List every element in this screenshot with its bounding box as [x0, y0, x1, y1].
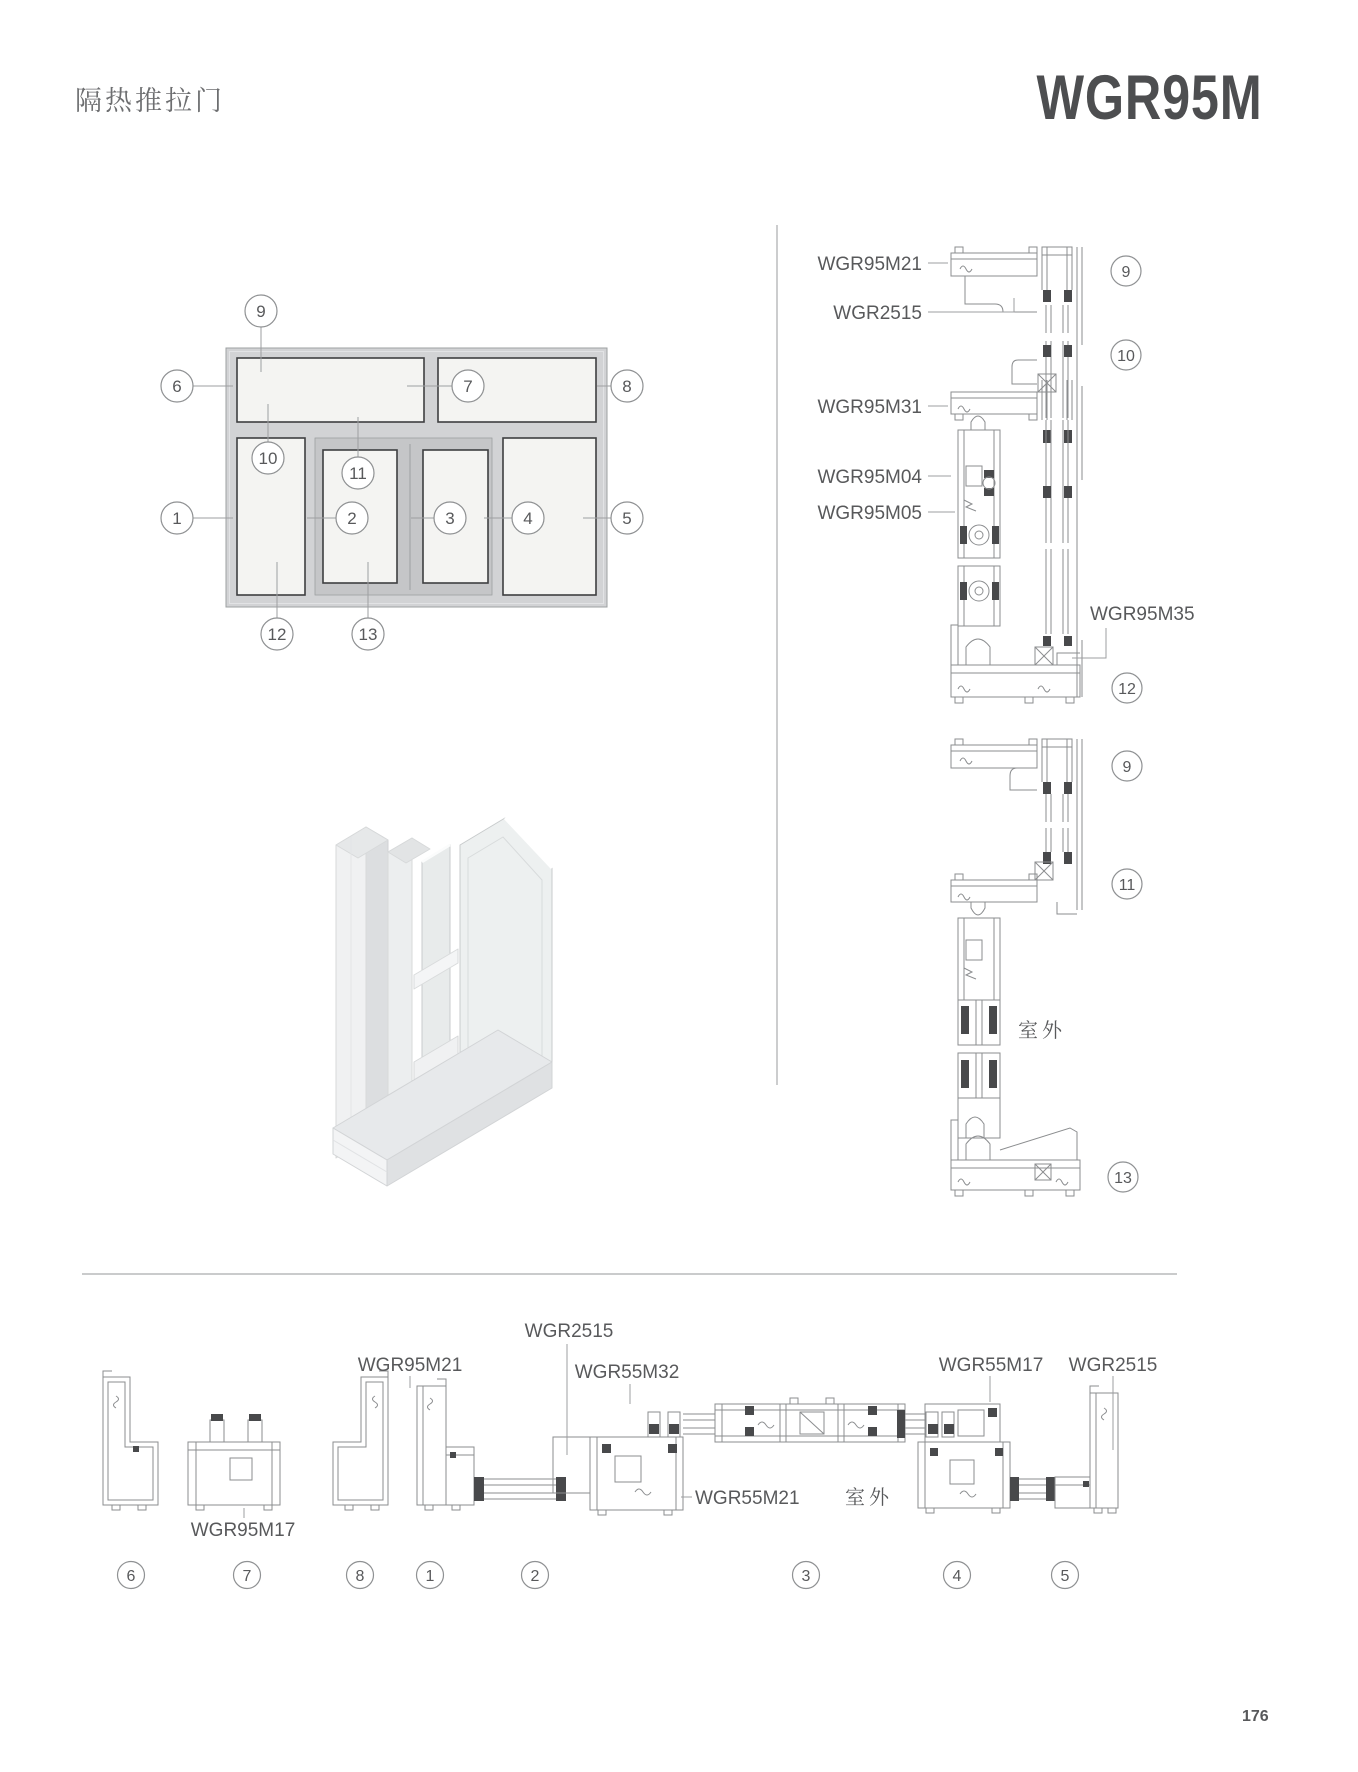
- part-label: WGR95M04: [817, 467, 922, 488]
- part-label: WGR55M21: [695, 1488, 800, 1509]
- callout-13: [352, 618, 384, 650]
- part-label: WGR55M17: [938, 1355, 1044, 1376]
- callout-9: [1111, 256, 1141, 286]
- svg-text:11: 11: [1118, 877, 1136, 894]
- page-number: 176: [1242, 1708, 1269, 1725]
- callout-7: [234, 1562, 261, 1589]
- callout-5: [611, 502, 643, 534]
- svg-text:8: 8: [622, 377, 632, 396]
- callout-1: [417, 1562, 444, 1589]
- svg-text:2: 2: [530, 1568, 540, 1585]
- plan-sections-drawing: [103, 1371, 1118, 1515]
- svg-text:13: 13: [1114, 1170, 1132, 1187]
- part-label: WGR55M32: [574, 1362, 680, 1383]
- part-label: WGR95M21: [817, 254, 922, 275]
- callout-9: [1112, 751, 1142, 781]
- svg-text:12: 12: [1118, 681, 1136, 698]
- svg-text:11: 11: [349, 464, 367, 483]
- callout-7: [452, 370, 484, 402]
- svg-text:3: 3: [801, 1568, 811, 1585]
- callout-8: [347, 1562, 374, 1589]
- svg-text:9: 9: [1121, 264, 1131, 281]
- callout-12: [1112, 673, 1142, 703]
- svg-text:3: 3: [445, 509, 455, 528]
- part-label: WGR95M05: [817, 503, 922, 524]
- svg-text:10: 10: [258, 449, 278, 468]
- callout-5: [1052, 1562, 1079, 1589]
- svg-text:6: 6: [126, 1568, 136, 1585]
- model-code: WGR95M: [1036, 63, 1263, 133]
- plan-section-7: [188, 1414, 280, 1510]
- svg-text:1: 1: [425, 1568, 435, 1585]
- plan-section-1: [417, 1379, 474, 1510]
- callout-2: [522, 1562, 549, 1589]
- svg-text:7: 7: [242, 1568, 252, 1585]
- plan-section-5: [1055, 1386, 1118, 1513]
- svg-text:5: 5: [622, 509, 632, 528]
- vertical-section-top-labels: [817, 254, 1194, 703]
- plan-section-3: [715, 1398, 905, 1442]
- part-label: WGR2515: [1068, 1355, 1158, 1376]
- callout-11: [342, 457, 374, 489]
- callout-13: [1108, 1162, 1138, 1192]
- callout-2: [336, 502, 368, 534]
- svg-text:4: 4: [952, 1568, 962, 1585]
- svg-text:10: 10: [1117, 348, 1135, 365]
- svg-text:7: 7: [463, 377, 473, 396]
- vertical-section-bottom-drawing: [951, 739, 1082, 1196]
- callout-1: [161, 502, 193, 534]
- svg-text:5: 5: [1060, 1568, 1070, 1585]
- elevation-diagram: [161, 295, 643, 650]
- svg-text:4: 4: [523, 509, 533, 528]
- svg-text:2: 2: [347, 509, 357, 528]
- callout-6: [161, 370, 193, 402]
- callout-4: [512, 502, 544, 534]
- svg-text:12: 12: [267, 625, 287, 644]
- transom-panel-left: [237, 358, 424, 422]
- part-label: WGR2515: [524, 1321, 614, 1342]
- svg-text:1: 1: [172, 509, 182, 528]
- callout-3: [434, 502, 466, 534]
- profile-3d-render: [333, 818, 552, 1186]
- callout-8: [611, 370, 643, 402]
- plan-section-2: [553, 1412, 683, 1515]
- vertical-section-bottom-labels: [1018, 751, 1142, 1192]
- svg-text:8: 8: [355, 1568, 365, 1585]
- thermal-break-symbol: [1035, 862, 1053, 880]
- callout-10: [1111, 340, 1141, 370]
- callout-11: [1112, 869, 1142, 899]
- part-label: WGR2515: [833, 303, 922, 324]
- part-label: WGR95M35: [1090, 604, 1195, 625]
- thermal-break-symbol: [1035, 1164, 1051, 1180]
- callout-3: [793, 1562, 820, 1589]
- outdoor-label: 室外: [845, 1487, 893, 1509]
- callout-9: [245, 295, 277, 327]
- svg-text:9: 9: [1122, 759, 1132, 776]
- outdoor-label: 室外: [1018, 1020, 1066, 1042]
- callout-10: [252, 442, 284, 474]
- svg-text:13: 13: [358, 625, 378, 644]
- vertical-section-top-drawing: [951, 247, 1082, 703]
- part-label: WGR95M31: [817, 397, 922, 418]
- svg-text:9: 9: [256, 302, 266, 321]
- callout-6: [118, 1562, 145, 1589]
- thermal-break-symbol: [1035, 647, 1053, 665]
- plan-section-6: [103, 1371, 158, 1510]
- part-label: WGR95M17: [190, 1520, 296, 1541]
- callout-12: [261, 618, 293, 650]
- page-title: 隔热推拉门: [75, 86, 225, 116]
- svg-text:6: 6: [172, 377, 182, 396]
- plan-section-4: [918, 1404, 1010, 1513]
- part-label: WGR95M21: [357, 1355, 463, 1376]
- callout-4: [944, 1562, 971, 1589]
- plan-section-8: [333, 1371, 388, 1510]
